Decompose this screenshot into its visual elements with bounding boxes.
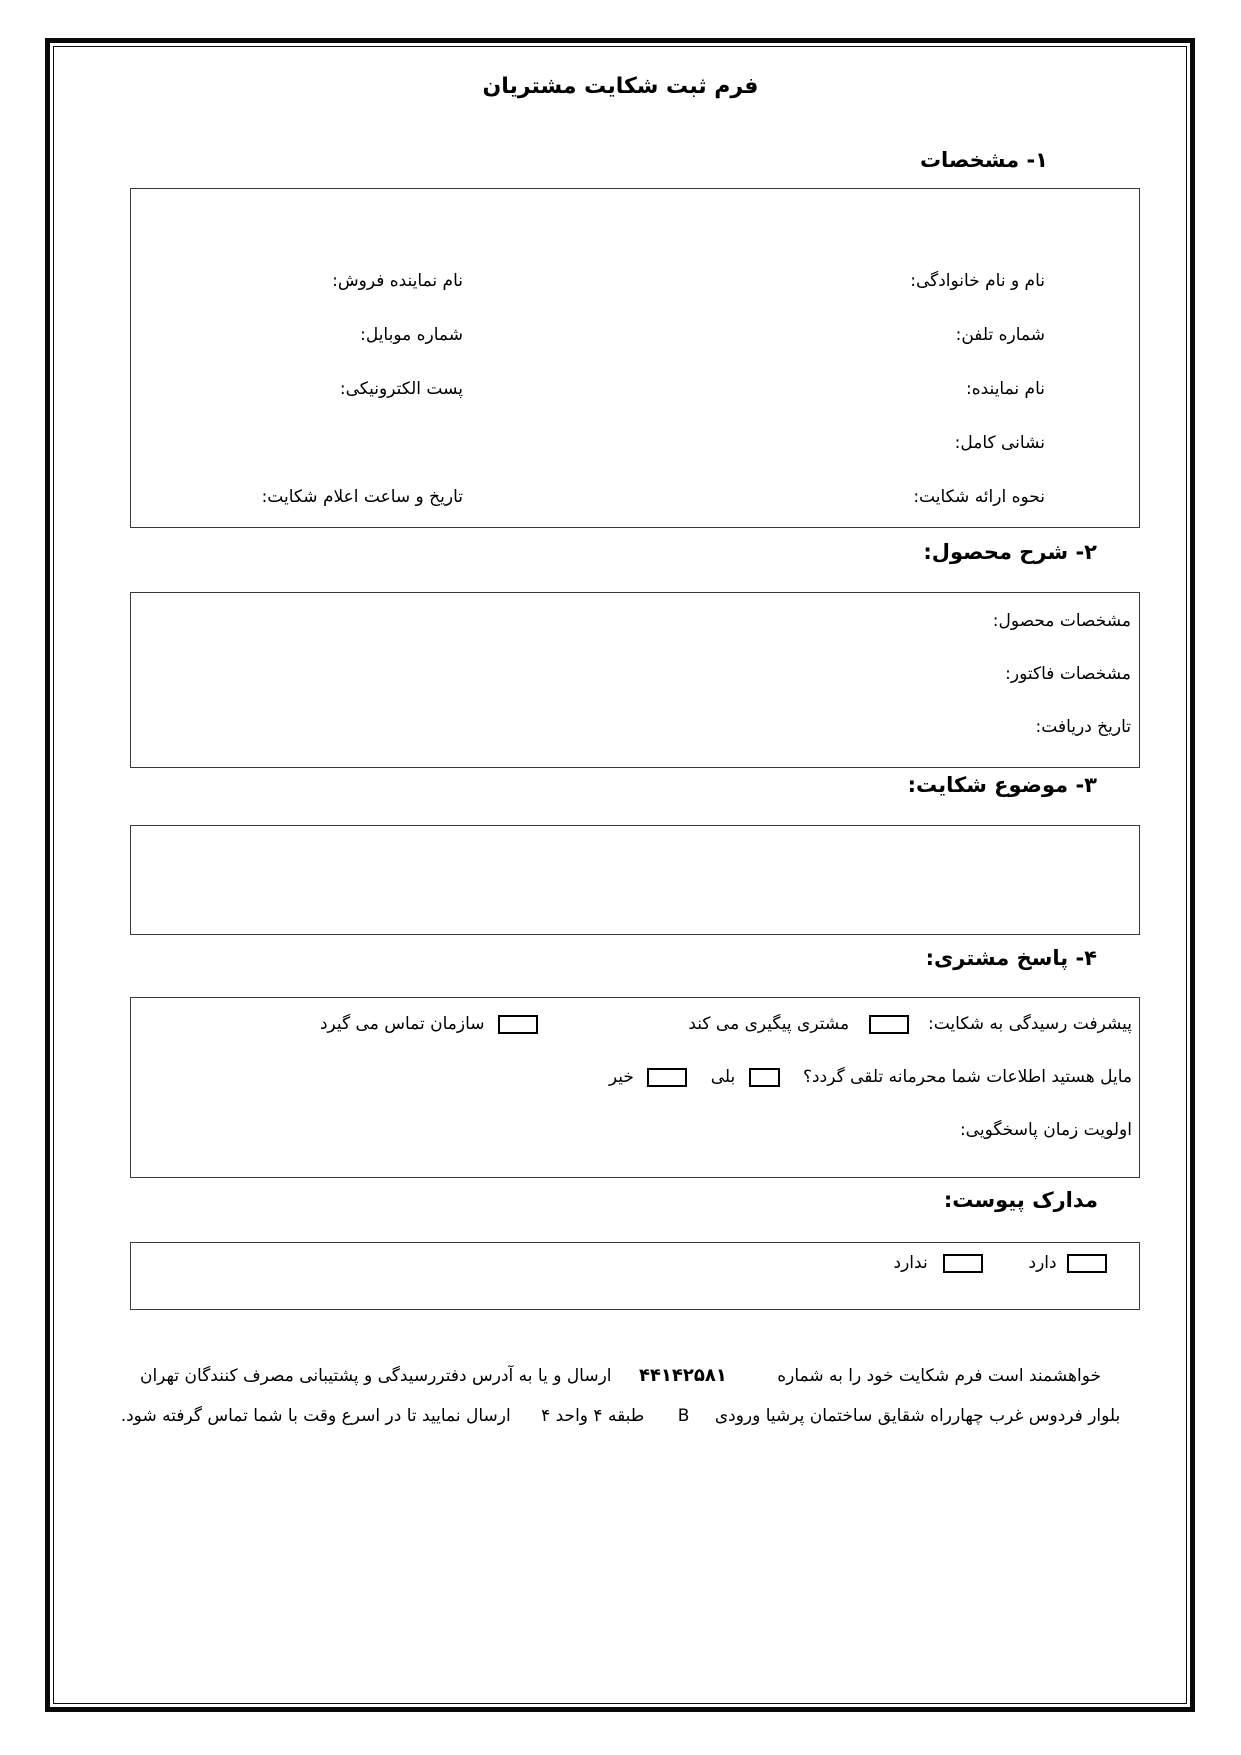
section-4-heading: ۴- پاسخ مشتری: (925, 946, 1097, 970)
footer-line1-text-a: خواهشمند است فرم شکایت خود را به شماره (777, 1366, 1102, 1386)
field-label-complaint-datetime: تاریخ و ساعت اعلام شکایت: (261, 487, 463, 507)
section-1-right-column (910, 254, 1045, 524)
footer-line-2 (0, 1396, 1241, 1436)
field-label-email: پست الکترونیکی: (339, 379, 463, 399)
field-label-full-name: نام و نام خانوادگی: (910, 271, 1045, 291)
footer-phone-number: ۴۴۱۴۲۵۸۱ (638, 1365, 727, 1386)
field-label-phone-number: شماره تلفن: (955, 325, 1045, 345)
field-label-invoice-specs: مشخصات فاکتور: (1005, 664, 1131, 684)
footer-note (0, 1356, 1241, 1436)
progress-row (131, 998, 1139, 1051)
option-customer-follows-up: مشتری پیگیری می کند (688, 1014, 850, 1034)
field-label-full-address: نشانی کامل: (954, 433, 1045, 453)
section-3-box[interactable] (130, 825, 1140, 935)
field-row-spacer (262, 416, 463, 470)
section-1-heading: ۱- مشخصات (919, 148, 1048, 172)
checkbox-attachments-has-not[interactable] (943, 1254, 983, 1273)
confidentiality-label: مایل هستید اطلاعات شما محرمانه تلقی گردد؟ (803, 1067, 1132, 1087)
field-label-complaint-method: نحوه ارائه شکایت: (913, 487, 1045, 507)
checkbox-confidential-yes[interactable] (749, 1068, 780, 1087)
section-3-heading: ۳- موضوع شکایت: (907, 773, 1097, 797)
field-label-mobile-number: شماره موبایل: (360, 325, 463, 345)
option-organization-contacts: سازمان تماس می گیرد (319, 1014, 485, 1034)
footer-address-part: بلوار فردوس غرب چهارراه شقایق ساختمان پرشیا ورودی (714, 1406, 1121, 1426)
attachments-row (131, 1243, 1139, 1275)
footer-entrance-letter: B (677, 1406, 690, 1426)
checkbox-organization-contacts[interactable] (498, 1015, 538, 1034)
option-attachments-has: دارد (1028, 1253, 1057, 1273)
section-4-box[interactable] (130, 997, 1140, 1178)
checkbox-attachments-has[interactable] (1067, 1254, 1107, 1273)
confidentiality-row (131, 1051, 1139, 1104)
field-label-product-specs: مشخصات محصول: (992, 611, 1131, 631)
field-label-receive-date: تاریخ دریافت: (1035, 717, 1131, 737)
footer-floor-unit: طبقه ۴ واحد ۴ (541, 1406, 645, 1426)
checkbox-confidential-no[interactable] (647, 1068, 687, 1087)
option-confidential-no: خیر (608, 1067, 634, 1087)
form-title: فرم ثبت شکایت مشتریان (482, 74, 759, 99)
attachments-box[interactable] (130, 1242, 1140, 1310)
footer-closing-text: ارسال نمایید تا در اسرع وقت با شما تماس گرفته شود. (120, 1406, 511, 1426)
attachments-heading: مدارک پیوست: (943, 1188, 1098, 1212)
field-label-representative-name: نام نماینده: (966, 379, 1045, 399)
section-1-box[interactable] (130, 188, 1140, 528)
footer-line1-text-b: ارسال و یا به آدرس دفتررسیدگی و پشتیبانی مصرف کنندگان تهران (139, 1366, 612, 1386)
response-priority-row (131, 1104, 1139, 1157)
field-label-sales-rep-name: نام نماینده فروش: (332, 271, 463, 291)
section-2-heading: ۲- شرح محصول: (923, 540, 1097, 564)
option-confidential-yes: بلی (710, 1067, 736, 1087)
response-priority-label: اولویت زمان پاسخگویی: (959, 1120, 1132, 1140)
section-1-left-column (262, 254, 463, 524)
option-attachments-has-not: ندارد (893, 1253, 928, 1273)
progress-label: پیشرفت رسیدگی به شکایت: (927, 1014, 1132, 1034)
section-2-box[interactable] (130, 592, 1140, 768)
checkbox-customer-follows-up[interactable] (869, 1015, 909, 1034)
footer-line-1 (0, 1356, 1241, 1396)
